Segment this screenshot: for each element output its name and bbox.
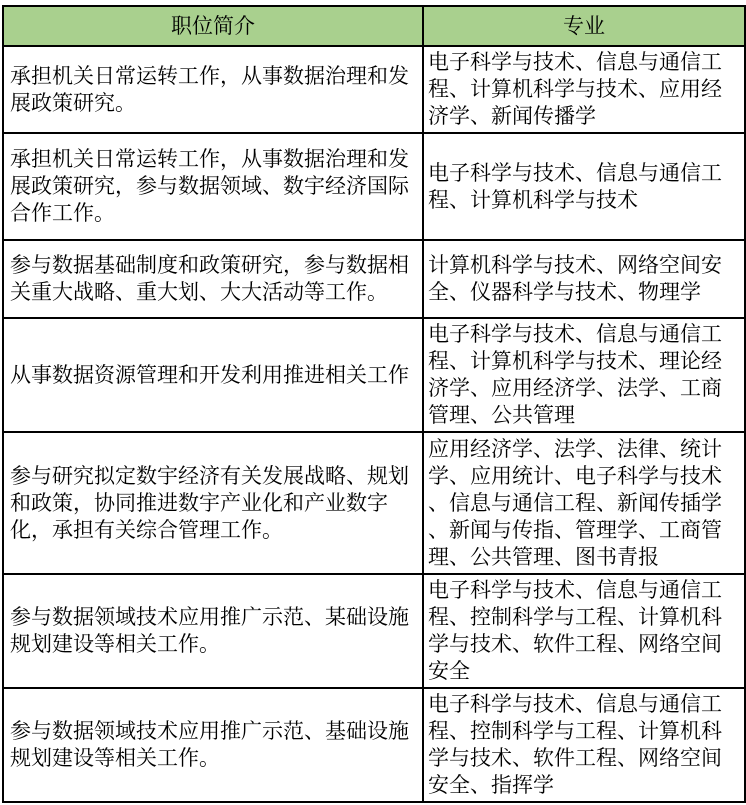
major-cell: 电子科学与技术、信息与通信工程、控制科学与工程、计算机科学与技术、软件工程、网络空间安全、指挥学 [423, 688, 745, 802]
major-cell: 应用经济学、法学、法律、统计学、应用统计、电子科学与技术、信息与通信工程、新闻传插学、新闻与传指、管理学、工商管理、公共管理、图书青报 [423, 432, 745, 574]
job-intro-cell: 从事数据资源管理和开发利用推进相关工作 [3, 318, 423, 432]
header-job-intro: 职位简介 [3, 6, 423, 46]
major-cell: 计算机科学与技术、网络空间安全、仪器科学与技术、物理学 [423, 240, 745, 318]
table-row [3, 240, 745, 318]
table-row [3, 133, 745, 240]
table-header-row [3, 6, 745, 46]
table-row [3, 46, 745, 133]
job-intro-cell: 参与数据基础制度和政策研究，参与数据相关重大战略、重大划、大大活动等工作。 [3, 240, 423, 318]
major-cell: 电子科学与技术、信息与通信工程、计算机科学与技术、应用经济学、新闻传播学 [423, 46, 745, 133]
job-intro-cell: 参与数据领域技术应用推广示范、某础设施规划建设等相关工作。 [3, 574, 423, 688]
table-row [3, 688, 745, 802]
header-major: 专业 [423, 6, 745, 46]
table-row [3, 574, 745, 688]
job-intro-cell: 参与研究拟定数宇经济有关发展战略、规划和政策，协同推进数宇产业化和产业数字化，承担有关综合管理工作。 [3, 432, 423, 574]
job-intro-cell: 承担机关日常运转工作，从事数据治理和发展政策研究。 [3, 46, 423, 133]
job-position-table [2, 5, 746, 803]
major-cell: 电子科学与技术、信息与通信工程、计算机科学与技术 [423, 133, 745, 240]
major-cell: 电子科学与技术、信息与通信工程、控制科学与工程、计算机科学与技术、软件工程、网络空间安全 [423, 574, 745, 688]
table-row [3, 318, 745, 432]
job-intro-cell: 承担机关日常运转工作，从事数据治理和发展政策研究，参与数据领域、数宇经济国际合作工作。 [3, 133, 423, 240]
job-intro-cell: 参与数据领域技术应用推广示范、基础设施规划建设等相关工作。 [3, 688, 423, 802]
table-row [3, 432, 745, 574]
major-cell: 电子科学与技术、信息与通信工程、计算机科学与技术、理论经济学、应用经济学、法学、工商管理、公共管理 [423, 318, 745, 432]
